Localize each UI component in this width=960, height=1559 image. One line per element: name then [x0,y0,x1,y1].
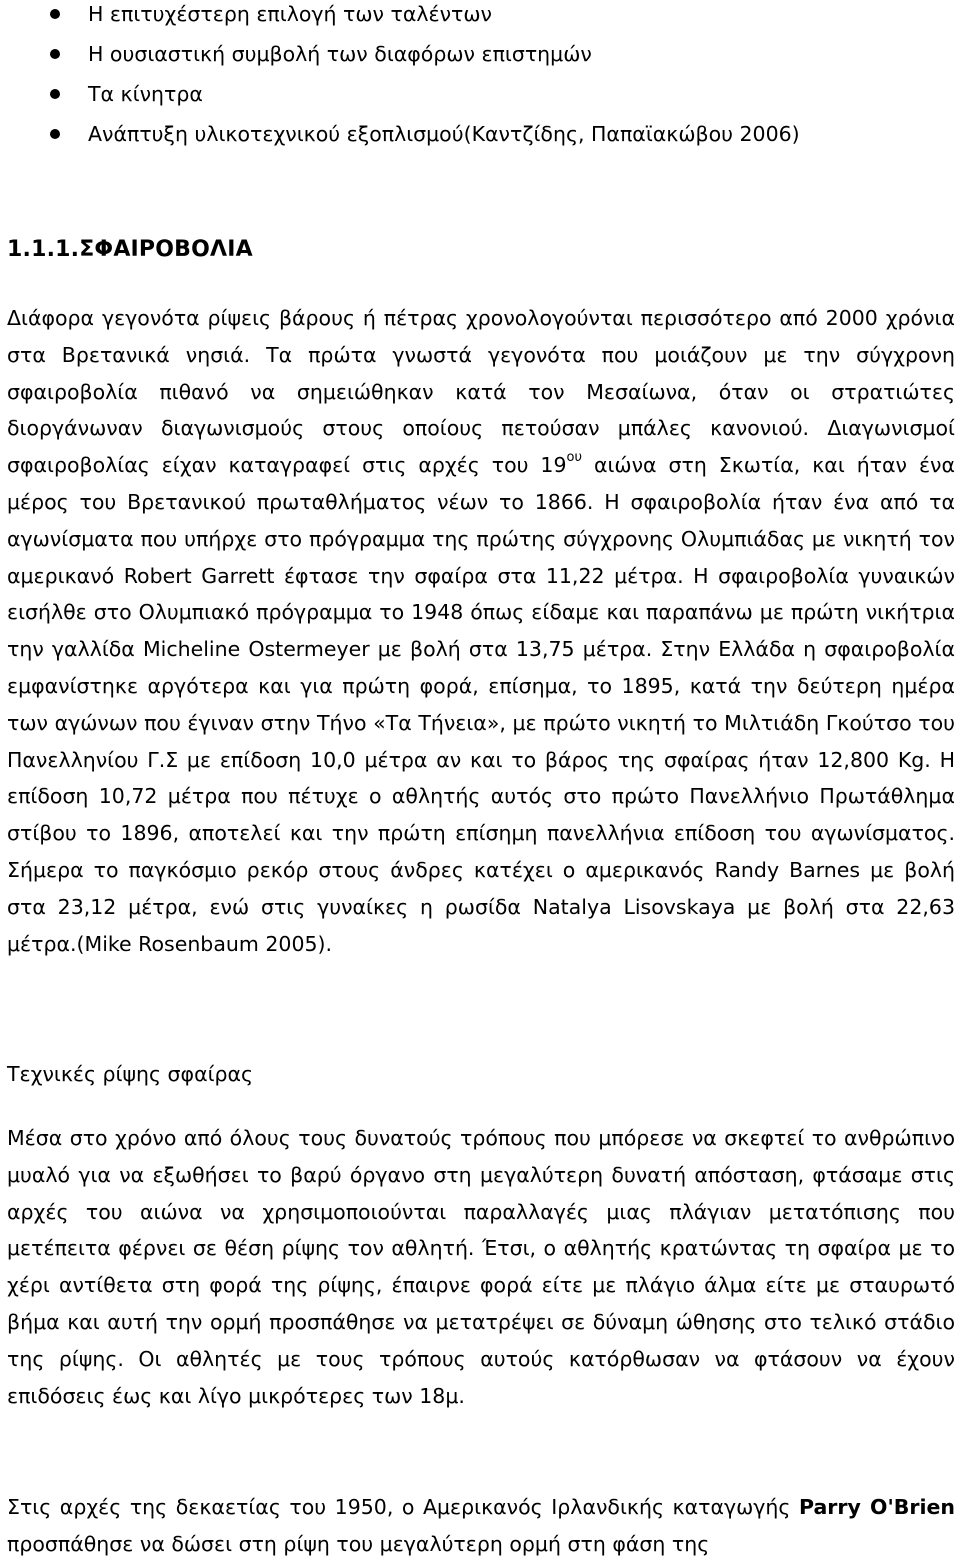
paragraph-text: προσπάθησε να δώσει στη ρίψη του μεγαλύτερη ορμή στη φάση της [7,1531,710,1556]
list-item-text: Ανάπτυξη υλικοτεχνικού εξοπλισμού(Καντζίδης, Παπαϊακώβου 2006) [88,122,800,146]
paragraph-text: αιώνα στη Σκωτία, και ήταν ένα μέρος του Βρετανικού πρωταθλήματος νέων το 1866. Η σφαιροβολία ήταν ένα από τα αγωνίσματα που υπήρχε στο πρόγραμμα της πρώτης σύγχρονης Ολυμπιάδας με νικητή τον αμερικανό Robert Garrett έφτασε την σφαίρα στα 11,22 μέτρα. Η σφαιροβολία γυναικών εισήλθε στο Ολυμπιακό πρόγραμμα το 1948 όπως είδαμε και παραπάνω με πρώτη νικήτρια την γαλλίδα Micheline Ostermeyer με βολή στα 13,75 μέτρα. Στην Ελλάδα η σφαιροβολία εμφανίστηκε αργότερα και για πρώτη φορά, επίσημα, το 1895, κατά την δεύτερη ημέρα των αγώνων που έγιναν στην Τήνο «Τα Τήνεια», με πρώτο νικητή το Μιλτιάδη Γκούτσο του Πανελληνίου Γ.Σ με επίδοση 10,0 μέτρα αν και το βάρος της σφαίρας ήταν 12,800 Kg. Η επίδοση 10,72 μέτρα που πέτυχε ο αθλητής αυτός στο πρώτο Πανελλήνιο Πρωτάθλημα στίβου το 1896, αποτελεί και την πρώτη επίσημη πανελλήνια επίδοση του αγωνίσματος. Σήμερα το παγκόσμιο ρεκόρ στους άνδρες κατέχει ο αμερικανός Randy Barnes με βολή στα 23,12 μέτρα, ενώ στις γυναίκες η ρωσίδα Natalya Lisovskaya με βολή στα 22,63 μέτρα.(Mike Rosenbaum 2005). [7,453,955,956]
paragraph-obrien [7,1489,955,1559]
paragraph-text: Διάφορα γεγονότα ρίψεις βάρους ή πέτρας χρονολογούνται περισσότερο από 2000 χρόνια στα Βρετανικά νησιά. Τα πρώτα γνωστά γεγονότα που μοιάζουν με την σύγχρονη σφαιροβολία πιθανό να σημειώθηκαν κατά τον Μεσαίωνα, όταν οι στρατιώτες διοργάνωναν διαγωνισμούς στους οποίους πετούσαν μπάλες κανονιού. Διαγωνισμοί σφαιροβολίας είχαν καταγραφεί στις αρχές του 19 [7,306,955,478]
paragraph-techniques: Μέσα στο χρόνο από όλους τους δυνατούς τρόπους που μπόρεσε να σκεφτεί το ανθρώπινο μυαλό για να εξωθήσει το βαρύ όργανο στη μεγαλύτερη δυνατή απόσταση, φτάσαμε στις αρχές του αιώνα να χρησιμοποιούνται παραλλαγές μιας πλάγιαν μετατόπισης που μετέπειτα φέρνει σε θέση ρίψης τον αθλητή. Έτσι, ο αθλητής κρατώντας τη σφαίρα με το χέρι αντίθετα στη φορά της ρίψης, έπαιρνε φορά είτε με πλάγιο άλμα είτε με σταυρωτό βήμα και αυτή την ορμή προσπάθησε να μετατρέψει σε δύναμη ώθησης στο τελικό στάδιο της ρίψης. Οι αθλητές με τους τρόπους αυτούς κατόρθωσαν να φτάσουν να έχουν επιδόσεις έως και λίγο μικρότερες των 18μ. [7,1126,955,1408]
paragraph-text: Στις αρχές της δεκαετίας του 1950, ο Αμερικανός Ιρλανδικής καταγωγής [7,1495,799,1519]
list-item-text: Η ουσιαστική συμβολή των διαφόρων επιστημών [88,42,592,66]
section-heading: 1.1.1.ΣΦΑΙΡΟΒΟΛΙΑ [7,237,253,262]
list-item-text: Τα κίνητρα [88,82,203,106]
list-item-text: Η επιτυχέστερη επιλογή των ταλέντων [88,2,492,26]
list-item [0,0,960,40]
bullet-icon [50,49,60,59]
bullet-icon [50,129,60,139]
bullet-icon [50,9,60,19]
paragraph-history [7,300,955,962]
bullet-list [0,0,960,160]
bullet-icon [50,89,60,99]
subsection-heading: Τεχνικές ρίψης σφαίρας [7,1062,254,1086]
list-item [0,120,960,160]
list-item [0,40,960,80]
superscript: ου [566,450,583,466]
bold-name: Parry O'Brien [798,1495,955,1519]
list-item [0,80,960,120]
